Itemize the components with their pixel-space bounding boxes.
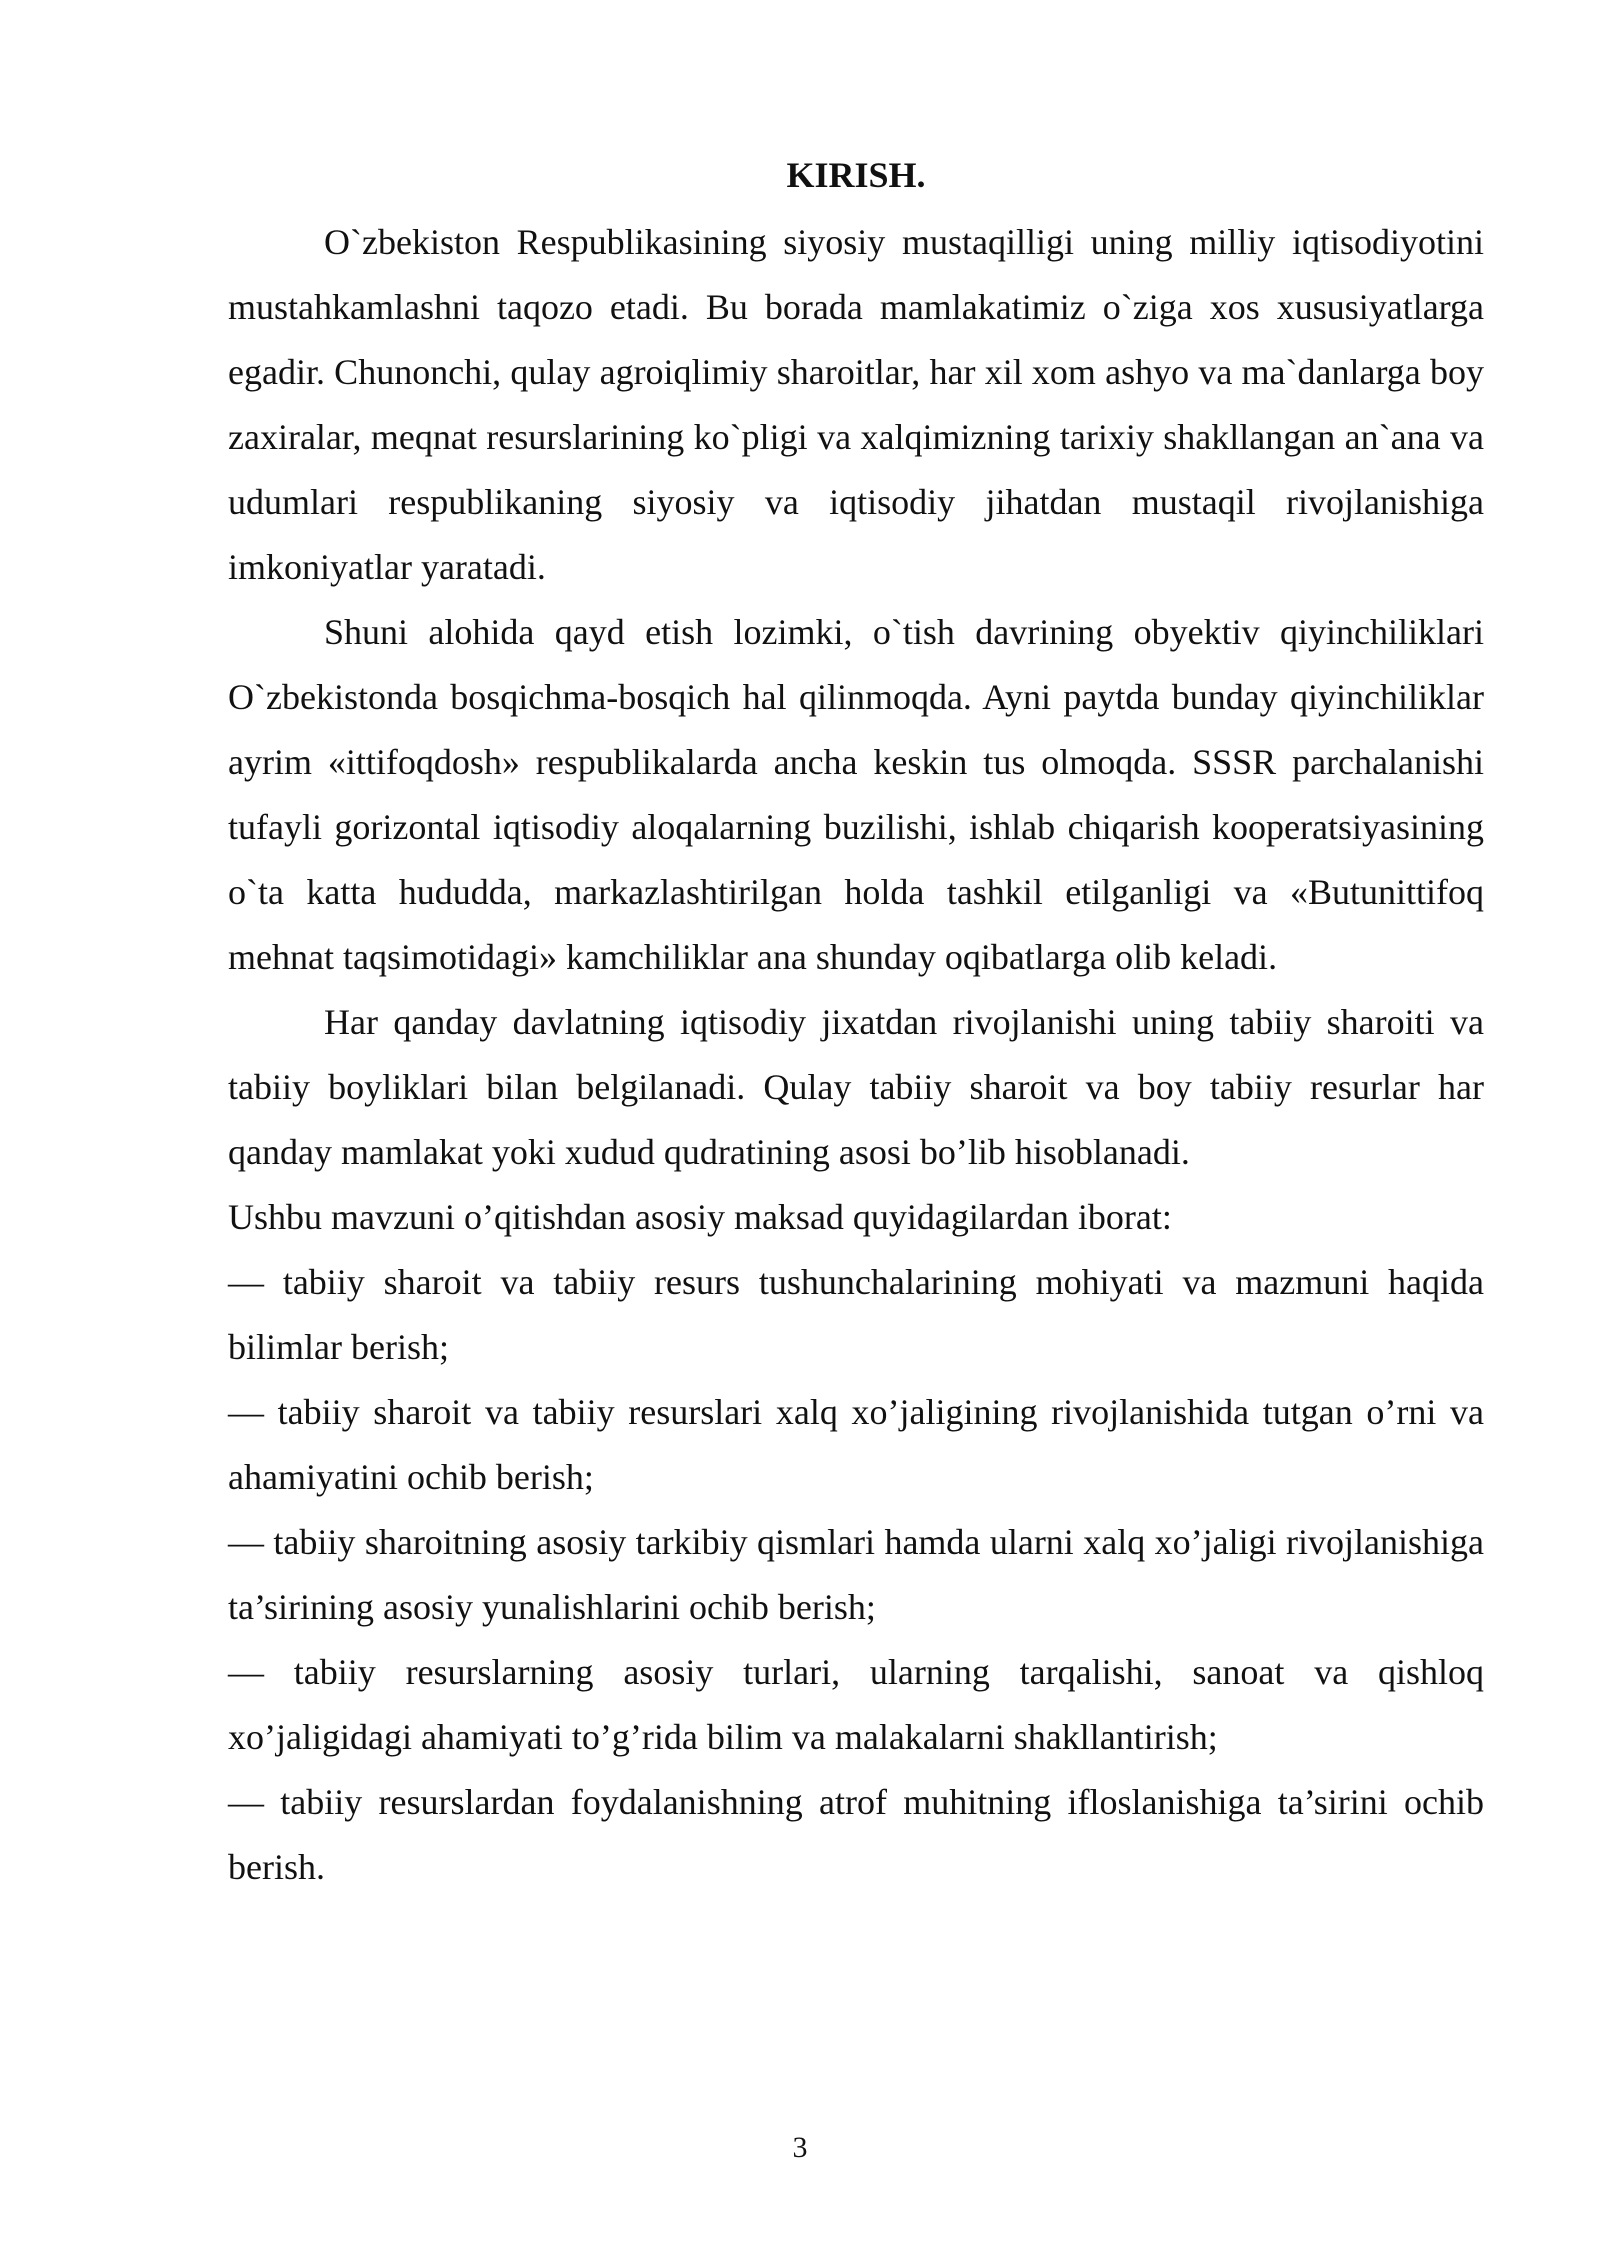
goal-item: — tabiiy sharoit va tabiiy resurs tushunchalarining mohiyati va mazmuni haqida bilimlar berish; bbox=[228, 1262, 1484, 1367]
goal-item: — tabiiy resurslardan foydalanishning atrof muhitning ifloslanishiga ta’sirini ochib berish. bbox=[228, 1782, 1484, 1887]
page-body bbox=[228, 148, 1484, 1900]
page-title: KIRISH. bbox=[786, 155, 926, 195]
paragraph-independence: O`zbekiston Respublikasining siyosiy mustaqilligi uning milliy iqtisodiyotini mustahkamlashni taqozo etadi. Bu borada mamlakatimiz o`ziga xos xususiyatlarga egadir. Chunonchi, qulay agroiqlimiy sharoitlar, har xil xom ashyo va ma`danlarga boy zaxiralar, meqnat resurslarining ko`pligi va xalqimizning tarixiy shakllangan an`ana va udumlari respublikaning siyosiy va iqtisodiy jihatdan mustaqil rivojlanishiga imkoniyatlar yaratadi. bbox=[228, 222, 1484, 587]
paragraph-transition: Shuni alohida qayd etish lozimki, o`tish davrining obyektiv qiyinchiliklari O`zbekistonda bosqichma-bosqich hal qilinmoqda. Ayni paytda bunday qiyinchiliklar ayrim «ittifoqdosh» respublikalarda ancha keskin tus olmoqda. SSSR parchalanishi tufayli gorizontal iqtisodiy aloqalarning buzilishi, ishlab chiqarish kooperatsiyasining o`ta katta hududda, markazlashtirilgan holda tashkil etilganligi va «Butunittifoq mehnat taqsimotidagi» kamchiliklar ana shunday oqibatlarga olib keladi. bbox=[228, 612, 1484, 977]
goals-intro: Ushbu mavzuni o’qitishdan asosiy maksad quyidagilardan iborat: bbox=[228, 1197, 1172, 1237]
goal-item: — tabiiy sharoit va tabiiy resurslari xalq xo’jaligining rivojlanishida tutgan o’rni va ahamiyatini ochib berish; bbox=[228, 1392, 1484, 1497]
page-number: 3 bbox=[792, 2131, 808, 2164]
goal-item: — tabiiy resurslarning asosiy turlari, ularning tarqalishi, sanoat va qishloq xo’jaligidagi ahamiyati to’g’rida bilim va malakalarni shakllantirish; bbox=[228, 1652, 1484, 1757]
goal-item: — tabiiy sharoitning asosiy tarkibiy qismlari hamda ularni xalq xo’jaligi rivojlanishiga ta’sirining asosiy yunalishlarini ochib berish; bbox=[228, 1522, 1484, 1627]
paragraph-development: Har qanday davlatning iqtisodiy jixatdan rivojlanishi uning tabiiy sharoiti va tabiiy boyliklari bilan belgilanadi. Qulay tabiiy sharoit va boy tabiiy resurlar har qanday mamlakat yoki xudud qudratining asosi bo’lib hisoblanadi. bbox=[228, 1002, 1484, 1172]
